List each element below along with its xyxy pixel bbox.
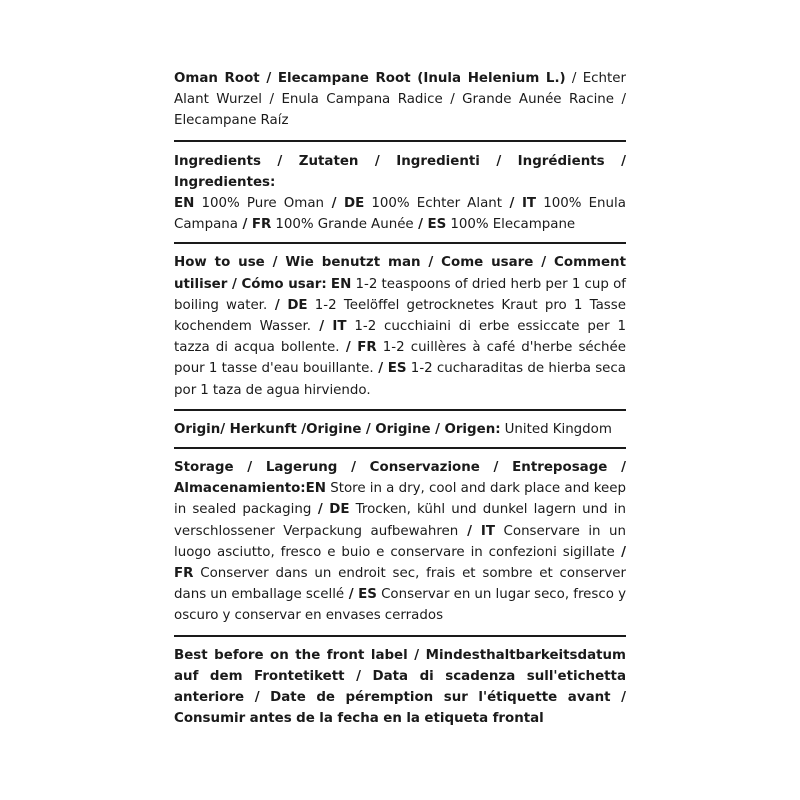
ingredients-text-es: 100% Elecampane	[446, 217, 576, 233]
separator: /	[502, 196, 522, 212]
separator: /	[373, 361, 388, 377]
ingredients-text-it: 100% Enula Campana	[174, 196, 626, 233]
ingredients-lang-de: DE	[343, 196, 365, 212]
separator: /	[267, 297, 288, 313]
divider	[174, 140, 626, 142]
separator: /	[344, 587, 359, 603]
separator: /	[413, 217, 428, 233]
separator: /	[238, 217, 252, 233]
ingredients-lang-fr: FR	[251, 217, 272, 233]
how-to-use-text-it: 1-2 cucchiaini di erbe essiccate per 1 tazza di acqua bollente.	[174, 319, 626, 356]
ingredients-section	[174, 151, 626, 236]
storage-text-de: Trocken, kühl und dunkel lagern und in verschlossener Verpackung aufbewahren	[174, 502, 626, 539]
divider	[174, 409, 626, 411]
ingredients-heading: Ingredients / Zutaten / Ingredienti / Ingrédients / Ingredientes:	[174, 153, 626, 190]
how-to-use-lang-it: IT	[332, 319, 347, 335]
storage-heading: Storage / Lagerung / Conservazione / Entreposage / Almacenamiento:	[174, 460, 626, 497]
product-label	[174, 68, 626, 729]
ingredients-lang-en: EN	[174, 196, 195, 212]
how-to-use-heading: How to use / Wie benutzt man / Come usare / Comment utiliser / Cómo usar:	[174, 255, 626, 292]
product-name-bold: Oman Root / Elecampane Root (Inula Helenium L.)	[174, 71, 566, 86]
how-to-use-lang-de: DE	[287, 297, 308, 313]
storage-lang-it: IT	[480, 523, 496, 539]
ingredients-lang-es: ES	[427, 217, 447, 233]
origin-heading: Origin/ Herkunft /Origine / Origine / Origen:	[174, 421, 501, 437]
separator: /	[324, 196, 344, 212]
storage-lang-es: ES	[358, 587, 377, 603]
divider	[174, 242, 626, 244]
storage-text-es: Conservar en un lugar seco, fresco y oscuro y conservar en envases cerrados	[174, 587, 626, 624]
storage-text-fr: Conserver dans un endroit sec, frais et sombre et conserver dans un emballage scellé	[174, 566, 626, 603]
separator: /	[614, 544, 627, 560]
separator: /	[339, 340, 358, 356]
how-to-use-text-de: 1-2 Teelöffel getrocknetes Kraut pro 1 Tasse kochendem Wasser.	[174, 297, 626, 335]
how-to-use-text-es: 1-2 cucharaditas de hierba seca por 1 taza de agua hirviendo.	[174, 361, 626, 398]
storage-lang-de: DE	[329, 502, 350, 518]
how-to-use-lang-es: ES	[387, 361, 407, 377]
product-name-section	[174, 68, 626, 132]
origin-section	[174, 419, 626, 440]
how-to-use-text-fr: 1-2 cuillères à café d'herbe séchée pour 1 tasse d'eau bouillante.	[174, 340, 626, 377]
best-before-text: Best before on the front label / Mindesthaltbarkeitsdatum auf dem Frontetikett / Data di scadenza sull'etichetta anteriore / Date de péremption sur l'étiquette avant / Consumir antes de la fecha en la etiqueta frontal	[174, 647, 626, 727]
separator: /	[310, 319, 333, 335]
storage-lang-en: EN	[305, 481, 327, 497]
ingredients-text-en: 100% Pure Oman	[194, 196, 325, 212]
how-to-use-text-en: 1-2 teaspoons of dried herb per 1 cup of boiling water.	[174, 276, 626, 313]
best-before-section	[174, 645, 626, 730]
product-name-translations: / Echter Alant Wurzel / Enula Campana Radice / Grande Aunée Racine / Elecampane Raíz	[174, 71, 626, 129]
ingredients-text-fr: 100% Grande Aunée	[271, 217, 414, 233]
ingredients-lang-it: IT	[521, 196, 537, 212]
ingredients-text-de: 100% Echter Alant	[364, 196, 503, 212]
separator: /	[311, 502, 330, 518]
how-to-use-lang-en: EN	[330, 276, 352, 292]
origin-value: United Kingdom	[500, 421, 612, 437]
storage-section	[174, 457, 626, 627]
separator: /	[458, 523, 481, 539]
storage-text-en: Store in a dry, cool and dark place and keep in sealed packaging	[174, 481, 626, 518]
divider	[174, 635, 626, 637]
how-to-use-section	[174, 252, 626, 400]
storage-lang-fr: FR	[174, 566, 194, 582]
how-to-use-lang-fr: FR	[357, 340, 377, 356]
storage-text-it: Conservare in un luogo asciutto, fresco e buio e conservare in confezioni sigillate	[174, 523, 626, 560]
divider	[174, 447, 626, 449]
